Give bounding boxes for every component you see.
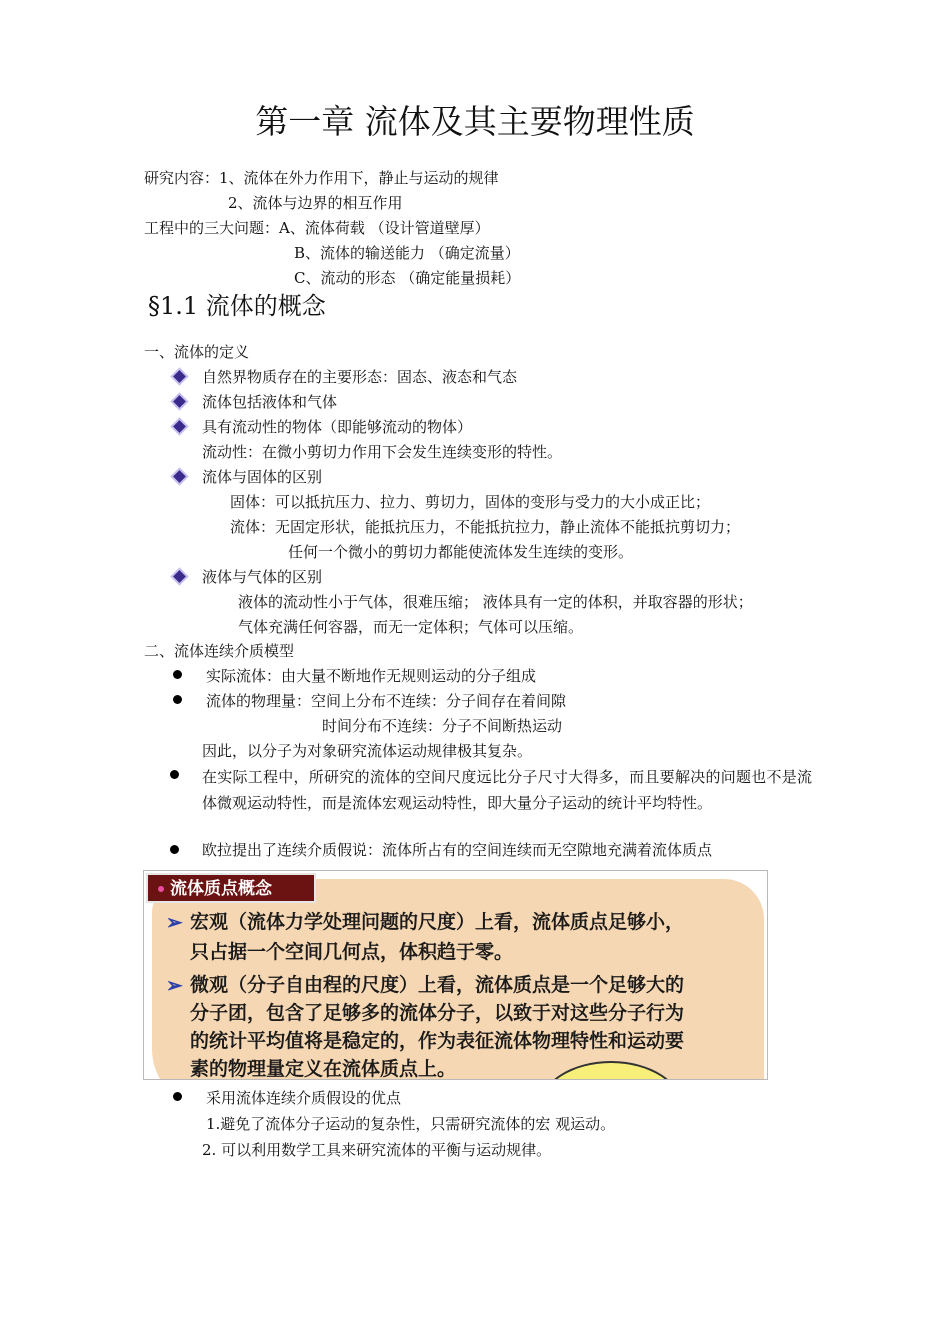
part1-gas-detail: 气体充满任何容器，而无一定体积；气体可以压缩。 <box>238 618 584 636</box>
research-content-item-2: 2、流体与边界的相互作用 <box>228 194 403 212</box>
figure-tag <box>146 873 316 903</box>
part1-bullet-2: 流体包括液体和气体 <box>202 393 338 411</box>
engineering-problem-c: C、流动的形态 （确定能量损耗） <box>294 269 521 287</box>
section-title: §1.1 流体的概念 <box>148 292 326 320</box>
diamond-bullet-icon <box>173 370 186 383</box>
triangle-arrow-icon: ➢ <box>166 973 183 997</box>
engineering-problems-line: 工程中的三大问题：A、流体荷载 （设计管道壁厚） <box>144 219 490 237</box>
triangle-arrow-icon: ➢ <box>166 910 183 934</box>
part1-bullet-1: 自然界物质存在的主要形态：固态、液态和气态 <box>202 368 518 386</box>
research-content-line: 研究内容：1、流体在外力作用下，静止与运动的规律 <box>144 169 499 187</box>
part2-bullet-2: 流体的物理量：空间上分布不连续：分子间存在着间隙 <box>206 692 567 710</box>
dot-bullet-icon <box>173 670 182 679</box>
part1-fluid-detail-cont: 任何一个微小的剪切力都能使流体发生连续的变形。 <box>288 543 634 561</box>
fluid-particle-figure <box>143 870 768 1080</box>
diamond-bullet-icon <box>173 420 186 433</box>
figure-micro-line-4: 素的物理量定义在流体质点上。 <box>190 1058 457 1080</box>
part2-bullet-4: 欧拉提出了连续介质假说：流体所占有的空间连续而无空隙地充满着流体质点 <box>202 841 713 859</box>
figure-macro-line-2: 只占据一个空间几何点，体积趋于零。 <box>190 941 514 963</box>
diamond-bullet-icon <box>173 395 186 408</box>
tag-bullet-icon <box>158 886 164 892</box>
figure-micro-line-1: 微观（分子自由程的尺度）上看，流体质点是一个足够大的 <box>190 974 685 996</box>
advantage-2: 2. 可以利用数学工具来研究流体的平衡与运动规律。 <box>202 1141 552 1159</box>
part1-fluid-detail: 流体：无固定形状，能抵抗压力，不能抵抗拉力，静止流体不能抵抗剪切力； <box>230 518 741 536</box>
advantages-heading: 采用流体连续介质假设的优点 <box>206 1089 402 1107</box>
part2-bullet-2-detail: 时间分布不连续：分子不间断热运动 <box>322 717 563 735</box>
part1-bullet-3-detail: 流动性：在微小剪切力作用下会发生连续变形的特性。 <box>202 443 563 461</box>
dot-bullet-icon <box>173 1092 182 1101</box>
dot-bullet-icon <box>173 695 182 704</box>
advantage-1: 1.避免了流体分子运动的复杂性，只需研究流体的宏 观运动。 <box>206 1115 616 1133</box>
diamond-bullet-icon <box>173 470 186 483</box>
dot-bullet-icon <box>170 845 179 854</box>
dot-bullet-icon <box>170 770 179 779</box>
part1-bullet-3: 具有流动性的物体（即能够流动的物体） <box>202 418 473 436</box>
figure-micro-line-3: 的统计平均值将是稳定的，作为表征流体物理特性和运动要 <box>190 1030 685 1052</box>
part2-bullet-1: 实际流体：由大量不断地作无规则运动的分子组成 <box>206 667 537 685</box>
part1-bullet-5: 液体与气体的区别 <box>202 568 323 586</box>
figure-tag-label: 流体质点概念 <box>170 879 272 899</box>
part1-heading: 一、流体的定义 <box>144 343 250 361</box>
figure-macro-line-1: 宏观（流体力学处理问题的尺度）上看，流体质点足够小， <box>190 911 685 933</box>
part1-solid-detail: 固体：可以抵抗压力、拉力、剪切力，固体的变形与受力的大小成正比； <box>230 493 711 511</box>
part1-bullet-4: 流体与固体的区别 <box>202 468 323 486</box>
engineering-problem-b: B、流体的输送能力 （确定流量） <box>294 244 520 262</box>
chapter-title: 第一章 流体及其主要物理性质 <box>255 102 695 141</box>
part1-liquid-detail: 液体的流动性小于气体，很难压缩； 液体具有一定的体积，并取容器的形状； <box>238 593 753 611</box>
part2-heading: 二、流体连续介质模型 <box>144 642 295 660</box>
diamond-bullet-icon <box>173 570 186 583</box>
part2-bullet-3: 在实际工程中，所研究的流体的空间尺度远比分子尺寸大得多，而且要解决的问题也不是流体微观运动特性，而是流体宏观运动特性，即大量分子运动的统计平均特性。 <box>202 768 812 812</box>
figure-micro-line-2: 分子团，包含了足够多的流体分子，以致于对这些分子行为 <box>190 1002 685 1024</box>
part2-note: 因此，以分子为对象研究流体运动规律极其复杂。 <box>202 742 533 760</box>
